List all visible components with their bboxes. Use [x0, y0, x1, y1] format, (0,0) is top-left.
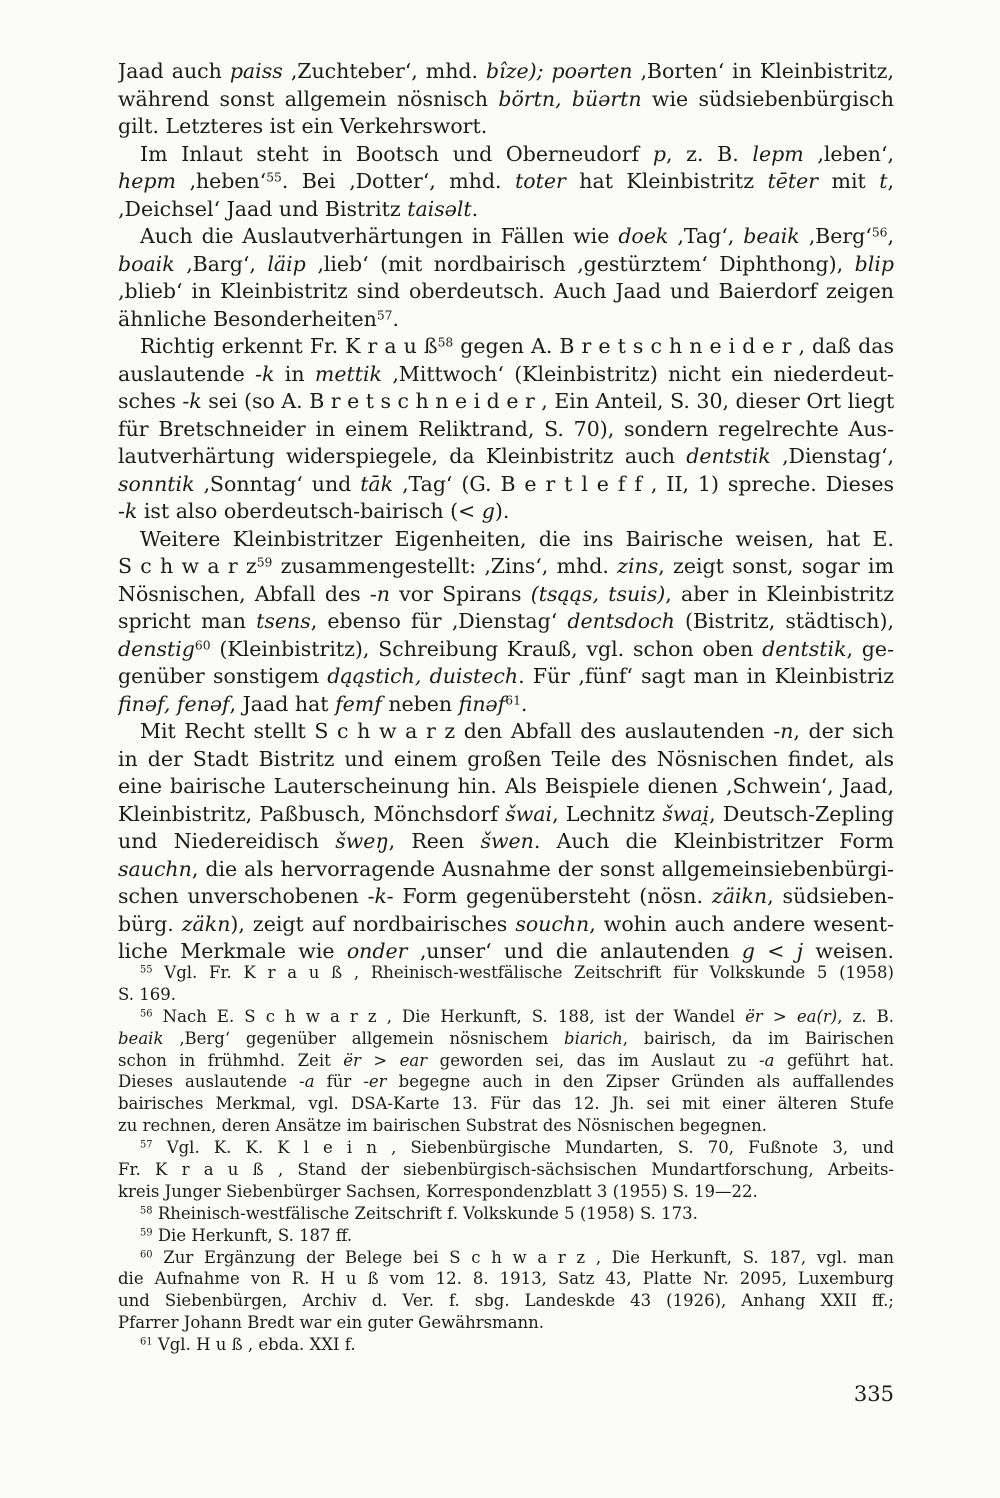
footnote-line: Pfarrer Johann Bredt war ein guter Gewährsmann. [118, 1313, 545, 1333]
footnote-line: Dieses auslautende -a für -er begegne auch in den Zipser Gründen als auffallendes [118, 1072, 894, 1092]
footnote-line: beaik ‚Berg‘ gegenüber allgemein nösnischem biarich, bairisch, da im Bairischen [118, 1028, 894, 1048]
body-text [118, 58, 894, 966]
text-line: in der Stadt Bistritz und einem großen Teile des Nösnischen findet, als [118, 746, 894, 771]
text-line: ähnliche Besonderheiten$^{57}$. [118, 306, 400, 331]
footnote-line: bairisches Merkmal, vgl. DSA-Karte 13. Für das 12. Jh. sei mit einer älteren Stufe [118, 1094, 894, 1114]
text-line: für Bretschneider in einem Reliktrand, S. 70), sondern regelrechte Aus- [118, 416, 894, 441]
footnote-line: S. 169. [118, 984, 176, 1004]
text-line: sauchn, die als hervorragende Ausnahme der sonst allgemeinsiebenbürgi- [118, 856, 894, 881]
text-line: schen unverschobenen -k- Form gegenübersteht (nösn. zäikn, südsieben- [118, 884, 894, 908]
text-line: Weitere Kleinbistritzer Eigenheiten, die ins Bairische weisen, hat E. [140, 526, 894, 551]
text-line: liche Merkmale wie onder ‚unser‘ und die anlautenden g < j weisen. [118, 939, 894, 963]
footnote-line: $^{58}$ Rheinisch-westfälische Zeitschrift f. Volkskunde 5 (1958) S. 173. [140, 1203, 698, 1223]
text-line: sonntik ‚Sonntag‘ und tāk ‚Tag‘ (G. B e r t l e f f , II, 1) spreche. Dieses [118, 471, 894, 496]
text-line: Jaad auch paiss ‚Zuchteber‘, mhd. bîze); poərten ‚Borten‘ in Kleinbistritz, [118, 59, 894, 83]
footnotes [118, 962, 894, 1356]
text-line: spricht man tsens, ebenso für ‚Dienstag‘ dentsdoch (Bistritz, städtisch), [118, 609, 894, 633]
footnote-line: kreis Junger Siebenbürger Sachsen, Korrespondenzblatt 3 (1955) S. 19—22. [118, 1181, 758, 1201]
text-line: Mit Recht stellt S c h w a r z den Abfall des auslautenden -n, der sich [140, 719, 894, 743]
footnote-line: $^{56}$ Nach E. S c h w a r z , Die Herkunft, S. 188, ist der Wandel ër > ea(r), z. B. [140, 1006, 894, 1026]
footnote-line: schon in frühmhd. Zeit ër > ear geworden sei, das im Auslaut zu -a geführt hat. [118, 1050, 894, 1070]
footnote-line: $^{57}$ Vgl. K. K. K l e i n , Siebenbürgische Mundarten, S. 70, Fußnote 3, und [140, 1138, 894, 1158]
text-line: und Niedereidisch šweŋ, Reen šwen. Auch die Kleinbistritzer Form [118, 829, 894, 853]
text-line: während sonst allgemein nösnisch börtn, büərtn wie südsiebenbürgisch [118, 86, 894, 111]
text-line: auslautende -k in mettik ‚Mittwoch‘ (Kleinbistritz) nicht ein niederdeut- [118, 361, 894, 386]
text-line: boaik ‚Barg‘, läip ‚lieb‘ (mit nordbairisch ‚gestürztem‘ Diphthong), blip [118, 251, 894, 276]
text-line: ‚Deichsel‘ Jaad und Bistritz taisəlt. [118, 196, 479, 221]
text-line: -k ist also oberdeutsch-bairisch (< g). [118, 499, 510, 523]
text-line: gilt. Letzteres ist ein Verkehrswort. [118, 114, 488, 138]
footnote-line: die Aufnahme von R. H u ß vom 12. 8. 1913, Satz 43, Platte Nr. 2095, Luxemburg [118, 1269, 894, 1289]
footnote-line: Fr. K r a u ß , Stand der siebenbürgisch-sächsischen Mundartforschung, Arbeits- [118, 1160, 894, 1180]
text-line: sches -k sei (so A. B r e t s c h n e i d e r , Ein Anteil, S. 30, dieser Ort liegt [118, 389, 894, 413]
page-number: 335 [853, 1382, 894, 1406]
text-line: eine bairische Lauterscheinung hin. Als Beispiele dienen ‚Schwein‘, Jaad, [118, 774, 894, 798]
text-line: lautverhärtung widerspiegele, da Kleinbistritz auch dentstik ‚Dienstag‘, [118, 444, 894, 468]
text-line: Auch die Auslautverhärtungen in Fällen wie doek ‚Tag‘, beaik ‚Berg‘$^{56}$, [140, 224, 894, 248]
footnote-line: $^{59}$ Die Herkunft, S. 187 ff. [140, 1225, 353, 1245]
footnote-line: und Siebenbürgen, Archiv d. Ver. f. sbg. Landeskde 43 (1926), Anhang XXII ff.; [118, 1291, 894, 1311]
text-line: finəf, fenəf, Jaad hat femf neben finəf$^{61}$. [118, 691, 528, 716]
text-line: Kleinbistritz, Paßbusch, Mönchsdorf šwai, Lechnitz šwai̯, Deutsch-Zepling [118, 801, 894, 826]
text-line: bürg. zäkn), zeigt auf nordbairisches souchn, wohin auch andere wesent- [118, 911, 894, 936]
text-line: Im Inlaut steht in Bootsch und Oberneudorf p, z. B. lepm ‚leben‘, [140, 141, 894, 166]
text-line: hepm ‚heben‘$^{55}$. Bei ‚Dotter‘, mhd. toter hat Kleinbistritz tēter mit t, [118, 169, 894, 193]
footnote-line: $^{60}$ Zur Ergänzung der Belege bei S c h w a r z , Die Herkunft, S. 187, vgl. man [140, 1247, 894, 1267]
footnote-line: $^{55}$ Vgl. Fr. K r a u ß , Rheinisch-westfälische Zeitschrift für Volkskunde 5 (1958) [140, 963, 894, 982]
text-line: Nösnischen, Abfall des -n vor Spirans (tsąąs, tsuis), aber in Kleinbistritz [118, 581, 894, 606]
footnote-line: $^{61}$ Vgl. H u ß , ebda. XXI f. [140, 1335, 356, 1355]
text-line: genüber sonstigem dąąstich, duistech. Für ‚fünf‘ sagt man in Kleinbistriz [118, 664, 894, 688]
text-line: Richtig erkennt Fr. K r a u $ß^{58}$ gegen A. B r e t s c h n e i d e r , daß das [140, 334, 894, 358]
text-line: ‚blieb‘ in Kleinbistritz sind oberdeutsch. Auch Jaad und Baierdorf zeigen [118, 279, 894, 303]
text-line: S c h w a r $z^{59}$ zusammengestellt: ‚Zins‘, mhd. zins, zeigt sonst, sogar im [118, 554, 894, 578]
footnote-line: zu rechnen, deren Ansätze im bairischen Substrat des Nösnischen begegnen. [118, 1116, 768, 1136]
text-line: denstig$^{60}$ (Kleinbistritz), Schreibung Krauß, vgl. schon oben dentstik, ge- [118, 636, 894, 661]
